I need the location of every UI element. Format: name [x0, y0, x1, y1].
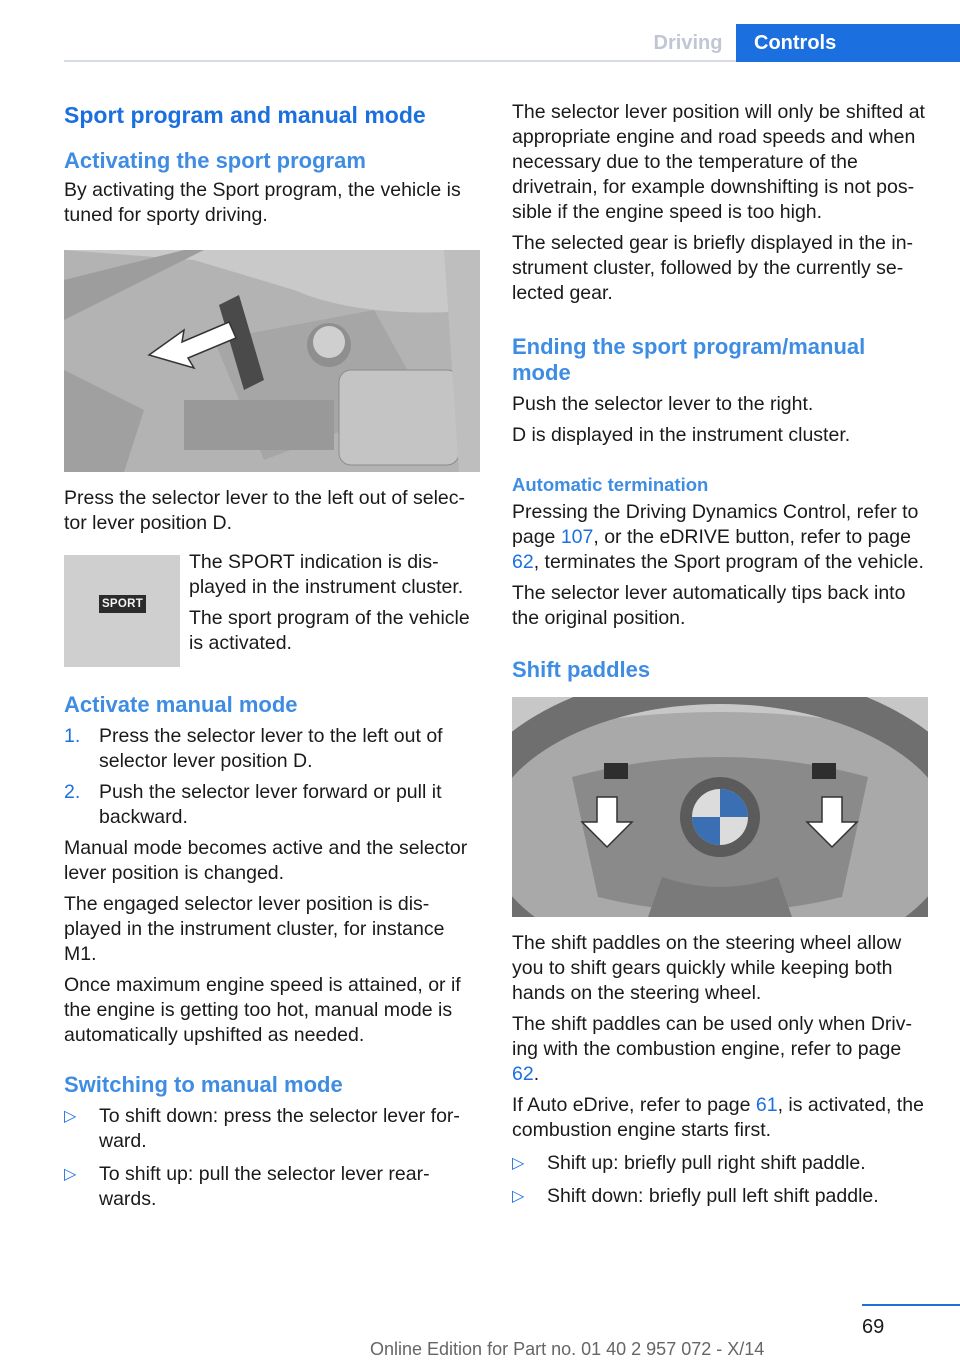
selector-instruction: Press the selector lever to the left out of selec‐ tor lever position D. — [64, 487, 466, 534]
list-item: ▷ To shift up: pull the selector lever rear‐ wards. — [64, 1163, 430, 1210]
page-number: 69 — [862, 1316, 885, 1338]
footer-rule — [862, 1304, 960, 1306]
bullet-triangle-icon: ▷ — [64, 1166, 77, 1183]
heading-activate-manual: Activate manual mode — [64, 692, 298, 717]
switching-list — [64, 1104, 482, 1212]
bullet-triangle-icon: ▷ — [64, 1108, 77, 1125]
sport-intro: By activating the Sport program, the vehicle is tuned for sporty driving. — [64, 179, 461, 226]
paddles-list — [512, 1151, 930, 1209]
heading-switching-manual: Switching to manual mode — [64, 1072, 343, 1097]
right-para-2: The selected gear is briefly displayed in the in‐ strument cluster, followed by the currently se‐ lected gear. — [512, 232, 914, 304]
list-item: 1. Press the selector lever to the left out of selector lever position D. — [64, 725, 443, 772]
heading-ending: Ending the sport program/manual mode — [512, 334, 866, 385]
ending-line-2: D is displayed in the instrument cluster. — [512, 424, 851, 446]
list-item: ▷ To shift down: press the selector lever for‐ ward. — [64, 1105, 460, 1152]
footer-edition: Online Edition for Part no. 01 40 2 957 072 - X/14 — [370, 1339, 765, 1359]
heading-automatic-termination: Automatic termination — [512, 474, 709, 495]
sport-indicator-text — [189, 550, 484, 656]
manual-steps — [64, 724, 482, 830]
page-link-62[interactable]: 62 — [512, 551, 534, 573]
header-tab-controls[interactable]: Controls — [736, 24, 960, 62]
right-column — [512, 100, 930, 1209]
auto-term-para-1: Pressing the Driving Dynamics Control, refer to page 107, or the eDRIVE button, refer to page 62, terminates the Sport program of the vehicle. — [512, 501, 924, 573]
page-link-61[interactable]: 61 — [755, 1094, 778, 1116]
manual-para-3: Once maximum engine speed is attained, or if the engine is getting too hot, manual mode is automatically upshifted as needed. — [64, 974, 461, 1046]
steering-wheel-photo — [512, 697, 928, 917]
left-column — [64, 100, 482, 1212]
header-tab-driving[interactable]: Driving — [653, 32, 723, 54]
list-item: ▷ Shift up: briefly pull right shift paddle. — [512, 1152, 866, 1174]
page-link-62[interactable]: 62 — [512, 1063, 534, 1085]
sport-indication-1: The SPORT indication is dis‐ played in the instrument cluster. — [189, 551, 464, 598]
paddles-para-2: The shift paddles can be used only when Driv‐ ing with the combustion engine, refer to page 62. — [512, 1013, 912, 1085]
section-title: Sport program and manual mode — [64, 102, 426, 128]
sport-badge: SPORT — [99, 595, 146, 613]
heading-shift-paddles: Shift paddles — [512, 657, 651, 682]
bullet-triangle-icon: ▷ — [512, 1155, 525, 1172]
paddles-para-3: If Auto eDrive, refer to page 61, is activated, the combustion engine starts first. — [512, 1094, 924, 1141]
auto-term-para-2: The selector lever automatically tips back into the original position. — [512, 582, 906, 629]
page-link-107[interactable]: 107 — [560, 526, 594, 548]
sport-display-thumbnail — [64, 555, 180, 667]
ending-line-1: Push the selector lever to the right. — [512, 393, 814, 415]
list-item: 2. Push the selector lever forward or pull it backward. — [64, 781, 442, 828]
manual-para-2: The engaged selector lever position is dis‐ played in the instrument cluster, for instance M1. — [64, 893, 445, 965]
bullet-triangle-icon: ▷ — [512, 1188, 525, 1205]
right-para-1: The selector lever position will only be shifted at appropriate engine and road speeds and when necessary due to the temperature of the drivetrain, for example downshifting is not pos‐ sible if the engine speed is too high. — [512, 101, 925, 223]
sport-indicator-row — [64, 550, 482, 668]
selector-lever-photo — [64, 250, 480, 472]
heading-activating-sport: Activating the sport program — [64, 148, 366, 173]
list-item: ▷ Shift down: briefly pull left shift paddle. — [512, 1185, 879, 1207]
manual-para-1: Manual mode becomes active and the selector lever position is changed. — [64, 837, 468, 884]
paddles-para-1: The shift paddles on the steering wheel allow you to shift gears quickly while keeping both hands on the steering wheel. — [512, 932, 902, 1004]
sport-indication-2: The sport program of the vehicle is activated. — [189, 607, 470, 654]
